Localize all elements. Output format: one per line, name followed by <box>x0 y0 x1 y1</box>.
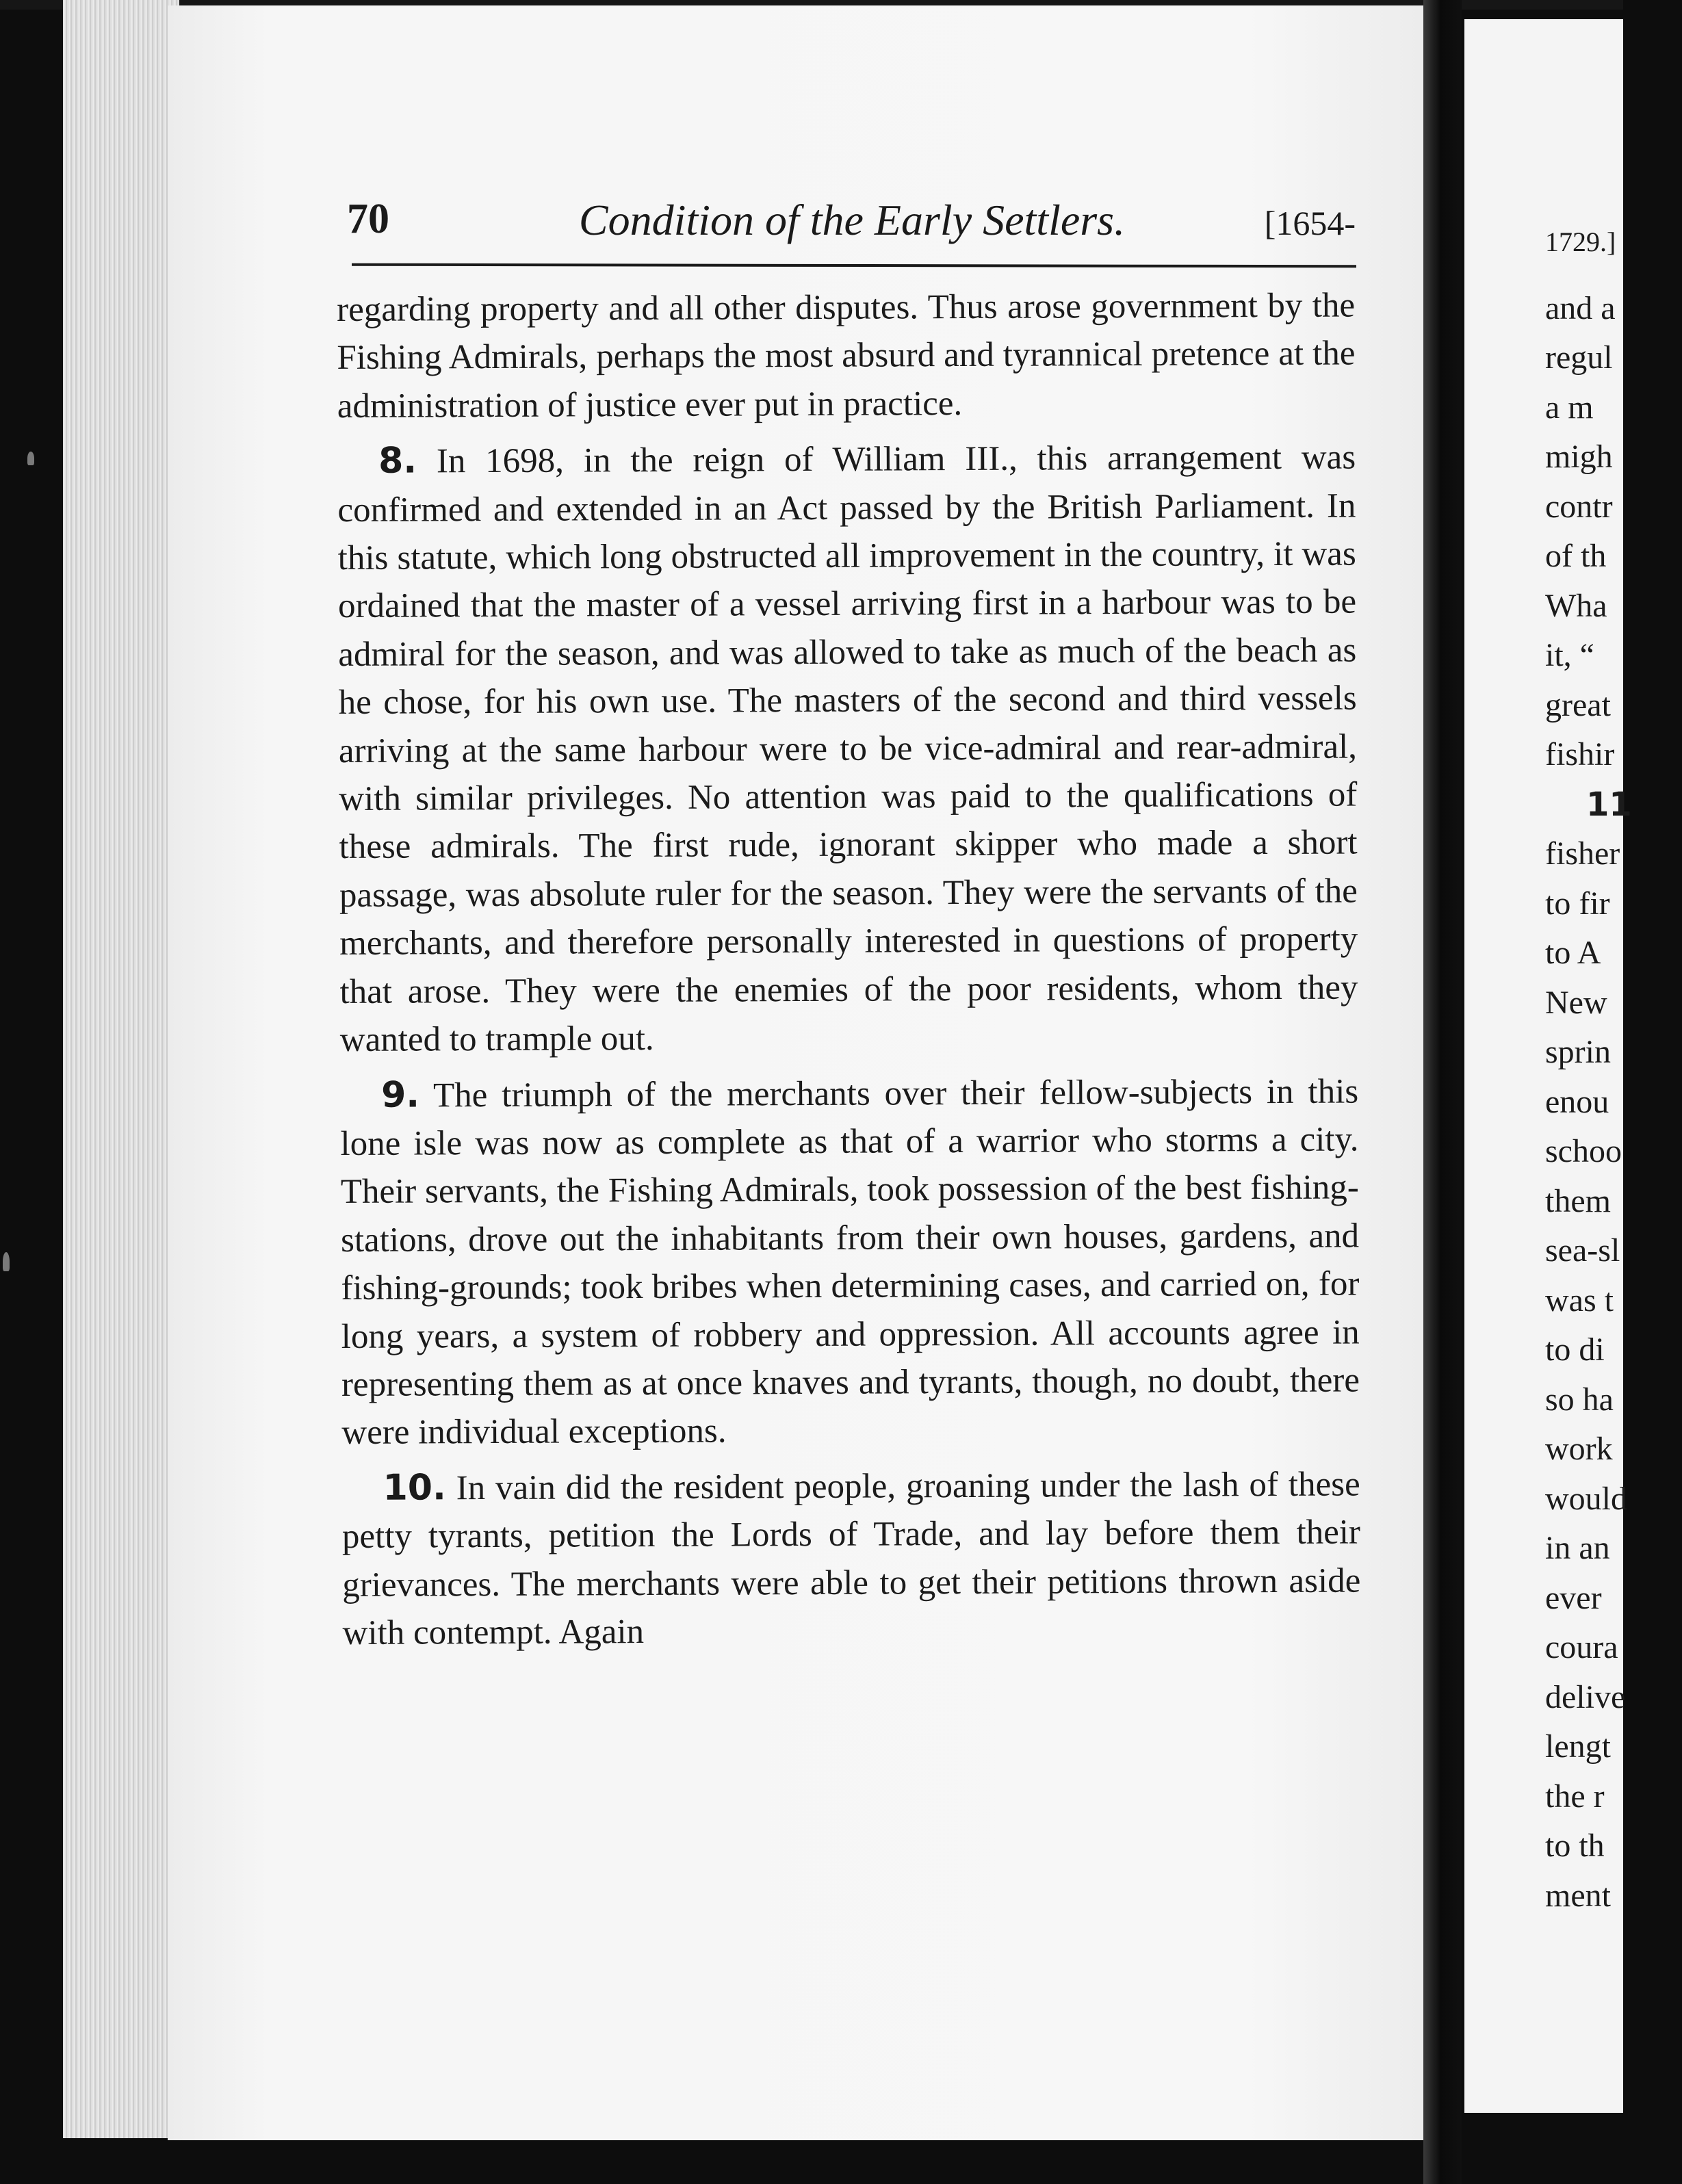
right-page-line: a m <box>1545 389 1594 426</box>
paragraph-number: 9. <box>381 1074 420 1116</box>
right-page-line: ment <box>1545 1877 1611 1914</box>
paragraph <box>342 1459 1361 1657</box>
right-page-line: to th <box>1545 1828 1605 1864</box>
right-page-text <box>1545 218 1682 1921</box>
right-page-line: delive <box>1545 1678 1626 1715</box>
right-page-line: it, “ <box>1545 637 1594 673</box>
page-number: 70 <box>347 196 389 242</box>
margin-mark <box>27 452 34 465</box>
right-page-line: to A <box>1545 935 1601 971</box>
right-page-line: work <box>1545 1431 1613 1467</box>
paragraph <box>337 282 1356 431</box>
right-page-line: Wha <box>1545 587 1607 624</box>
right-page-line: would <box>1545 1480 1627 1517</box>
right-page-line: was t <box>1545 1282 1614 1318</box>
running-title: Condition of the Early Settlers. <box>578 196 1126 244</box>
book-gutter <box>1423 0 1462 2184</box>
right-page-line: schoo <box>1545 1133 1622 1169</box>
right-page-line: great <box>1545 686 1611 723</box>
right-page-line: lengt <box>1545 1728 1611 1765</box>
right-page-line: contr <box>1545 488 1613 525</box>
right-page-line: so ha <box>1545 1381 1614 1418</box>
right-page-line: and a <box>1545 289 1616 326</box>
right-page-line: regul <box>1545 339 1613 376</box>
paragraph-text: The triumph of the merchants over their fellow-subjects in this lone isle was now as complete as that of a warrior who storms a city. Their servants, the Fishing Admirals, took possession of the best fishing-stations, drove out the inhabitants from their own houses, gardens, and fishing-grounds; took bribes when determining cases, and carried on, for long years, a system of robbery and oppression. All accounts agree in representing them as at once knaves and tyrants, though, no doubt, there were individual exceptions. <box>340 1071 1360 1453</box>
paragraph-text: regarding property and all other disputes. Thus arose government by the Fishing Admirals, perhaps the most absurd and tyrannical pretence at the administration of justice ever put in practice. <box>337 286 1356 426</box>
right-page-line: sea-sl <box>1545 1232 1620 1269</box>
right-page-line: enou <box>1545 1083 1609 1120</box>
right-page-line: the r <box>1545 1778 1605 1815</box>
right-page-line: of th <box>1545 538 1607 574</box>
right-page-line: in an <box>1545 1530 1610 1566</box>
paragraph-number: 8. <box>378 440 417 482</box>
body-text <box>337 282 1361 1658</box>
right-page-line: 11 <box>1586 785 1632 824</box>
paragraph <box>340 1067 1360 1457</box>
right-page-line: ever <box>1545 1579 1602 1616</box>
right-page-line: them <box>1545 1182 1611 1219</box>
book-page-edges <box>63 0 179 2138</box>
paragraph <box>337 433 1358 1065</box>
right-page-date: 1729.] <box>1545 226 1616 257</box>
right-page-line: to di <box>1545 1331 1605 1368</box>
right-page-line: fishir <box>1545 736 1615 772</box>
paragraph-text: In 1698, in the reign of William III., this arrangement was confirmed and extended in an Act passed by the British Parliament. In this statute, which long obstructed all improvement in the country, it was ordained that the master of a vessel arriving first in a harbour was to be admiral for the season, and was allowed to take as much of the beach as he chose, for his own use. The masters of the second and third vessels arriving at the same harbour were to be vice-admiral and rear-admiral, with similar privileges. No attention was paid to the qualifications of these admirals. The first rude, ignorant skipper who made a short passage, was absolute ruler for the season. They were the servants of the merchants, and therefore personally interested in questions of property that arose. They were the enemies of the poor residents, whom they wanted to trample out. <box>337 438 1358 1060</box>
right-page-line: to fir <box>1545 885 1610 922</box>
right-page-line: fisher <box>1545 835 1620 872</box>
margin-mark <box>3 1252 10 1271</box>
running-head <box>346 195 1358 270</box>
right-page-line: coura <box>1545 1629 1618 1665</box>
date-range: [1654- <box>1264 204 1356 242</box>
right-page-line: sprin <box>1545 1034 1611 1070</box>
paragraph-text: In vain did the resident people, groaning under the lash of these petty tyrants, petition the Lords of Trade, and lay before them their grievances. The merchants were able to get their petitions thrown aside with contempt. Again <box>341 1465 1361 1652</box>
right-page-line: New <box>1545 984 1607 1021</box>
right-page-line: migh <box>1545 439 1613 475</box>
paragraph-number: 10. <box>383 1467 446 1509</box>
